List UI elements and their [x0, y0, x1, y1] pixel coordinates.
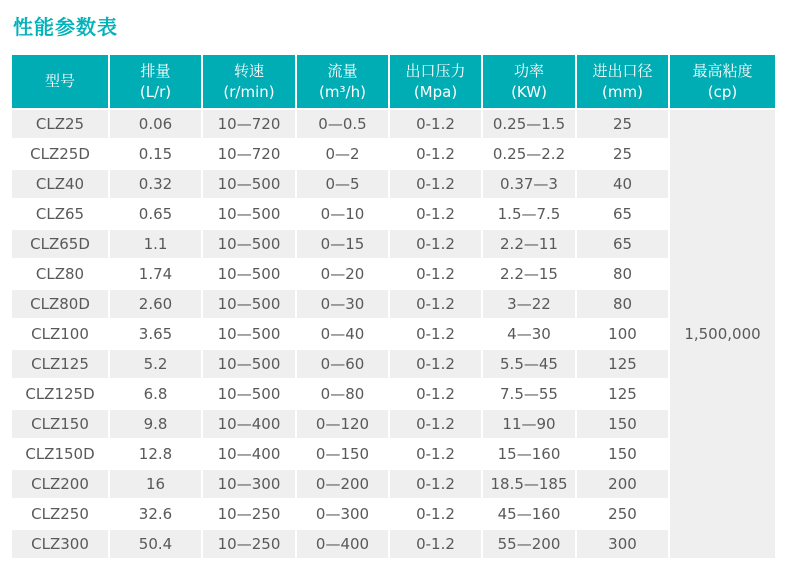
col-header-unit: (KW)	[511, 82, 547, 101]
value-cell: 10—500	[203, 260, 295, 288]
col-header-label: 转速	[233, 62, 264, 81]
header-row	[12, 55, 775, 108]
value-cell: 0—400	[297, 530, 388, 558]
value-cell: 0—20	[297, 260, 388, 288]
value-cell: 1.5—7.5	[483, 200, 575, 228]
value-cell: 10—250	[203, 530, 295, 558]
performance-table	[10, 53, 777, 560]
value-cell: 1.1	[110, 230, 201, 258]
col-header-flow	[297, 55, 388, 108]
value-cell: 200	[577, 470, 668, 498]
value-cell: 6.8	[110, 380, 201, 408]
value-cell: 1.74	[110, 260, 201, 288]
value-cell: 80	[577, 260, 668, 288]
value-cell: 0.37—3	[483, 170, 575, 198]
value-cell: 0—0.5	[297, 110, 388, 138]
value-cell: 40	[577, 170, 668, 198]
value-cell: 10—720	[203, 110, 295, 138]
table-row	[12, 380, 775, 408]
value-cell: 0-1.2	[390, 290, 481, 318]
value-cell: 18.5—185	[483, 470, 575, 498]
table-row	[12, 440, 775, 468]
value-cell: 10—500	[203, 380, 295, 408]
table-row	[12, 470, 775, 498]
value-cell: 0-1.2	[390, 350, 481, 378]
value-cell: 10—400	[203, 440, 295, 468]
value-cell: 10—500	[203, 200, 295, 228]
value-cell: 100	[577, 320, 668, 348]
value-cell: 25	[577, 110, 668, 138]
col-header-power	[483, 55, 575, 108]
value-cell: 0.65	[110, 200, 201, 228]
max-viscosity-merged-cell: 1,500,000	[670, 110, 775, 558]
model-cell: CLZ250	[12, 500, 108, 528]
value-cell: 0.25—1.5	[483, 110, 575, 138]
table-row	[12, 260, 775, 288]
value-cell: 0-1.2	[390, 260, 481, 288]
value-cell: 10—500	[203, 350, 295, 378]
value-cell: 0.15	[110, 140, 201, 168]
value-cell: 0-1.2	[390, 170, 481, 198]
col-header-model	[12, 55, 108, 108]
value-cell: 0—5	[297, 170, 388, 198]
value-cell: 65	[577, 230, 668, 258]
col-header-label: 出口压力	[405, 62, 466, 81]
model-cell: CLZ100	[12, 320, 108, 348]
model-cell: CLZ200	[12, 470, 108, 498]
value-cell: 0-1.2	[390, 440, 481, 468]
table-body	[12, 110, 775, 558]
table-row	[12, 500, 775, 528]
col-header-unit: (r/min)	[223, 82, 275, 101]
model-cell: CLZ65D	[12, 230, 108, 258]
value-cell: 0—15	[297, 230, 388, 258]
value-cell: 125	[577, 350, 668, 378]
value-cell: 45—160	[483, 500, 575, 528]
value-cell: 0—200	[297, 470, 388, 498]
table-row	[12, 350, 775, 378]
page-title: 性能参数表	[13, 15, 118, 39]
value-cell: 0-1.2	[390, 230, 481, 258]
model-cell: CLZ80D	[12, 290, 108, 318]
value-cell: 9.8	[110, 410, 201, 438]
model-cell: CLZ300	[12, 530, 108, 558]
value-cell: 300	[577, 530, 668, 558]
value-cell: 0-1.2	[390, 500, 481, 528]
table-row	[12, 140, 775, 168]
col-header-outlet-pressure	[390, 55, 481, 108]
value-cell: 10—500	[203, 230, 295, 258]
col-header-speed	[203, 55, 295, 108]
value-cell: 4—30	[483, 320, 575, 348]
value-cell: 0-1.2	[390, 410, 481, 438]
value-cell: 0-1.2	[390, 530, 481, 558]
col-header-label: 排量	[140, 62, 171, 81]
value-cell: 80	[577, 290, 668, 318]
model-cell: CLZ40	[12, 170, 108, 198]
value-cell: 5.5—45	[483, 350, 575, 378]
value-cell: 65	[577, 200, 668, 228]
table-row	[12, 410, 775, 438]
value-cell: 0.32	[110, 170, 201, 198]
value-cell: 3.65	[110, 320, 201, 348]
value-cell: 0—300	[297, 500, 388, 528]
value-cell: 11—90	[483, 410, 575, 438]
value-cell: 0.25—2.2	[483, 140, 575, 168]
value-cell: 0—60	[297, 350, 388, 378]
model-cell: CLZ125	[12, 350, 108, 378]
col-header-displacement	[110, 55, 201, 108]
value-cell: 15—160	[483, 440, 575, 468]
col-header-label: 型号	[44, 72, 75, 91]
value-cell: 10—500	[203, 170, 295, 198]
value-cell: 25	[577, 140, 668, 168]
value-cell: 10—300	[203, 470, 295, 498]
value-cell: 3—22	[483, 290, 575, 318]
value-cell: 0-1.2	[390, 470, 481, 498]
table-row	[12, 110, 775, 138]
model-cell: CLZ25D	[12, 140, 108, 168]
model-cell: CLZ150	[12, 410, 108, 438]
value-cell: 10—720	[203, 140, 295, 168]
value-cell: 0-1.2	[390, 140, 481, 168]
value-cell: 0—10	[297, 200, 388, 228]
col-header-unit: (cp)	[707, 82, 738, 101]
value-cell: 0—80	[297, 380, 388, 408]
value-cell: 0—2	[297, 140, 388, 168]
col-header-unit: (Mpa)	[413, 82, 458, 101]
value-cell: 16	[110, 470, 201, 498]
value-cell: 7.5—55	[483, 380, 575, 408]
value-cell: 50.4	[110, 530, 201, 558]
model-cell: CLZ150D	[12, 440, 108, 468]
table-row	[12, 230, 775, 258]
value-cell: 5.2	[110, 350, 201, 378]
model-cell: CLZ25	[12, 110, 108, 138]
col-header-port-diameter	[577, 55, 668, 108]
table-row	[12, 320, 775, 348]
value-cell: 0-1.2	[390, 200, 481, 228]
model-cell: CLZ125D	[12, 380, 108, 408]
col-header-unit: (mm)	[602, 82, 643, 101]
model-cell: CLZ65	[12, 200, 108, 228]
table-row	[12, 530, 775, 558]
value-cell: 250	[577, 500, 668, 528]
col-header-unit: (L/r)	[139, 82, 172, 101]
col-header-label: 流量	[327, 62, 358, 81]
value-cell: 0-1.2	[390, 380, 481, 408]
col-header-unit: (m³/h)	[319, 82, 366, 101]
value-cell: 2.2—11	[483, 230, 575, 258]
value-cell: 32.6	[110, 500, 201, 528]
value-cell: 2.60	[110, 290, 201, 318]
value-cell: 0.06	[110, 110, 201, 138]
value-cell: 150	[577, 410, 668, 438]
col-header-max-viscosity	[670, 55, 775, 108]
col-header-label: 功率	[513, 62, 544, 81]
value-cell: 0—30	[297, 290, 388, 318]
value-cell: 10—500	[203, 320, 295, 348]
value-cell: 0—120	[297, 410, 388, 438]
value-cell: 0-1.2	[390, 320, 481, 348]
table-row	[12, 170, 775, 198]
value-cell: 150	[577, 440, 668, 468]
col-header-label: 最高粘度	[692, 62, 753, 81]
col-header-label: 进出口径	[592, 62, 653, 81]
table-row	[12, 290, 775, 318]
value-cell: 10—500	[203, 290, 295, 318]
table-header	[12, 55, 775, 108]
value-cell: 125	[577, 380, 668, 408]
value-cell: 10—250	[203, 500, 295, 528]
value-cell: 10—400	[203, 410, 295, 438]
value-cell: 0—150	[297, 440, 388, 468]
value-cell: 2.2—15	[483, 260, 575, 288]
value-cell: 12.8	[110, 440, 201, 468]
model-cell: CLZ80	[12, 260, 108, 288]
value-cell: 0—40	[297, 320, 388, 348]
value-cell: 55—200	[483, 530, 575, 558]
table-row	[12, 200, 775, 228]
value-cell: 0-1.2	[390, 110, 481, 138]
